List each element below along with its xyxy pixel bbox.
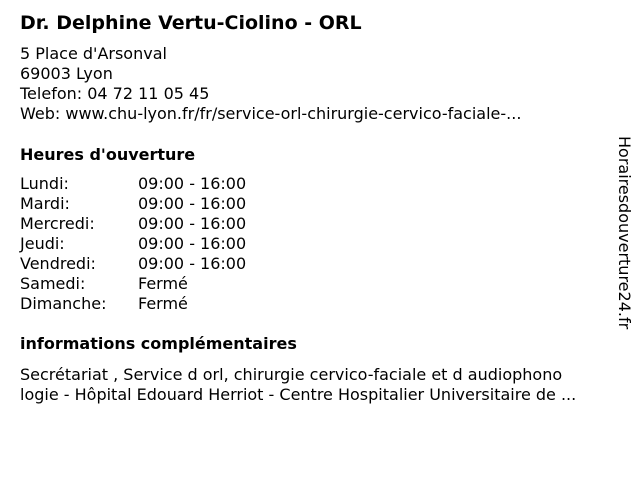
hours-row-wednesday <box>20 214 320 234</box>
opening-hours-heading: Heures d'ouverture <box>20 145 196 164</box>
website-link[interactable]: Web: www.chu-lyon.fr/fr/service-orl-chirurgie-cervico-faciale-... <box>20 104 522 123</box>
phone-number: Telefon: 04 72 11 05 45 <box>20 84 210 103</box>
hours-row-monday <box>20 174 320 194</box>
additional-info-text <box>20 365 632 405</box>
time-value: 09:00 - 16:00 <box>138 174 247 193</box>
address-block <box>20 44 521 124</box>
city-address: 69003 Lyon <box>20 64 113 83</box>
time-value: 09:00 - 16:00 <box>138 234 247 253</box>
hours-row-saturday <box>20 274 320 294</box>
day-label: Mercredi: <box>20 214 95 233</box>
time-value: Fermé <box>138 274 188 293</box>
time-value: 09:00 - 16:00 <box>138 214 247 233</box>
time-value: 09:00 - 16:00 <box>138 254 247 273</box>
day-label: Samedi: <box>20 274 86 293</box>
day-label: Dimanche: <box>20 294 107 313</box>
additional-info-heading: informations complémentaires <box>20 334 297 353</box>
day-label: Lundi: <box>20 174 69 193</box>
hours-row-tuesday <box>20 194 320 214</box>
day-label: Mardi: <box>20 194 70 213</box>
site-brand-vertical: Horairesdouverture24.fr <box>615 136 634 330</box>
info-line-2: logie - Hôpital Edouard Herriot - Centre Hospitalier Universitaire de ... <box>20 385 577 404</box>
hours-row-sunday <box>20 294 320 314</box>
hours-row-friday <box>20 254 320 274</box>
hours-row-thursday <box>20 234 320 254</box>
street-address: 5 Place d'Arsonval <box>20 44 167 63</box>
day-label: Vendredi: <box>20 254 96 273</box>
time-value: 09:00 - 16:00 <box>138 194 247 213</box>
day-label: Jeudi: <box>20 234 65 253</box>
info-line-1: Secrétariat , Service d orl, chirurgie cervico-faciale et d audiophono <box>20 365 563 384</box>
time-value: Fermé <box>138 294 188 313</box>
opening-hours-table <box>20 174 320 314</box>
doctor-name-title: Dr. Delphine Vertu-Ciolino - ORL <box>20 12 362 34</box>
